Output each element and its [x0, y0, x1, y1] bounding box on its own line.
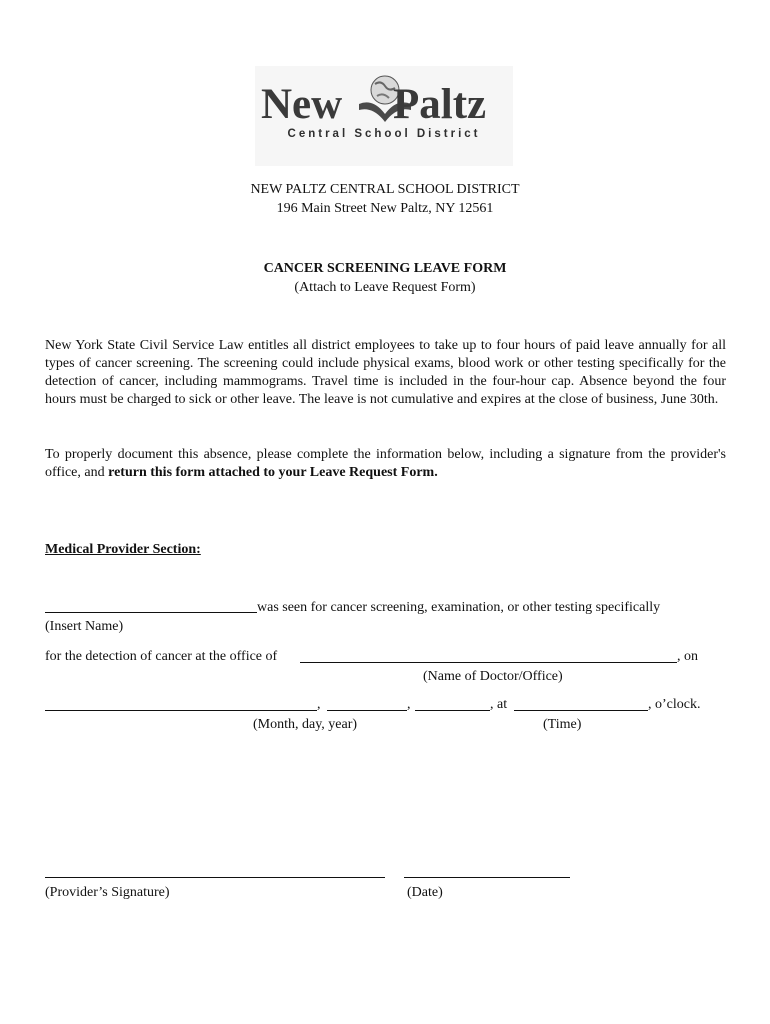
instructions-paragraph	[45, 446, 726, 482]
date-label: (Month, day, year)	[253, 717, 358, 732]
month-day-field[interactable]	[45, 710, 317, 711]
on-text: , on	[677, 649, 698, 664]
instructions-text: To properly document this absence, please complete the information below, including a signature from the provider's office, and	[45, 447, 726, 480]
provider-signature-label: (Provider’s Signature)	[45, 885, 170, 900]
signature-date-label: (Date)	[407, 885, 443, 900]
policy-paragraph	[45, 337, 726, 409]
provider-signature-field[interactable]	[45, 877, 385, 878]
patient-name-field[interactable]	[45, 612, 257, 613]
comma-2: ,	[407, 697, 411, 712]
instructions-bold-text: return this form attached to your Leave Request Form.	[108, 465, 438, 480]
form-subtitle: (Attach to Leave Request Form)	[294, 280, 476, 295]
form-title: CANCER SCREENING LEAVE FORM	[263, 261, 507, 276]
district-address: 196 Main Street New Paltz, NY 12561	[276, 201, 494, 216]
office-of-text: for the detection of cancer at the office of	[45, 649, 278, 664]
district-name: NEW PALTZ CENTRAL SCHOOL DISTRICT	[250, 182, 520, 197]
doctor-office-field[interactable]	[300, 662, 677, 663]
year-field[interactable]	[327, 710, 407, 711]
signature-date-field[interactable]	[404, 877, 570, 878]
time-label: (Time)	[543, 717, 582, 732]
district-logo	[255, 66, 513, 166]
policy-text: New York State Civil Service Law entitles all district employees to take up to four hours of paid leave annually for all types of cancer screening. The screening could include physical exams, blood work or other testing specifically for the detection of cancer, including mammograms. Travel time is included in the four-hour cap. Absence beyond the four hours must be charged to sick or other leave. The leave is not cumulative and expires at the close of business, June 30th.	[45, 338, 726, 407]
seen-for-screening-text: was seen for cancer screening, examination, or other testing specifically	[257, 600, 661, 615]
logo-word-paltz: Paltz	[393, 81, 487, 128]
doctor-office-label: (Name of Doctor/Office)	[423, 669, 563, 684]
logo-word-new: New	[261, 81, 343, 128]
oclock-text: , o’clock.	[648, 697, 701, 712]
logo-subtitle: Central School District	[287, 128, 481, 140]
section-heading: Medical Provider Section:	[45, 542, 201, 557]
insert-name-label: (Insert Name)	[45, 619, 124, 634]
comma-1: ,	[317, 697, 321, 712]
at-text: , at	[490, 697, 508, 712]
extra-date-field[interactable]	[415, 710, 490, 711]
time-field[interactable]	[514, 710, 648, 711]
